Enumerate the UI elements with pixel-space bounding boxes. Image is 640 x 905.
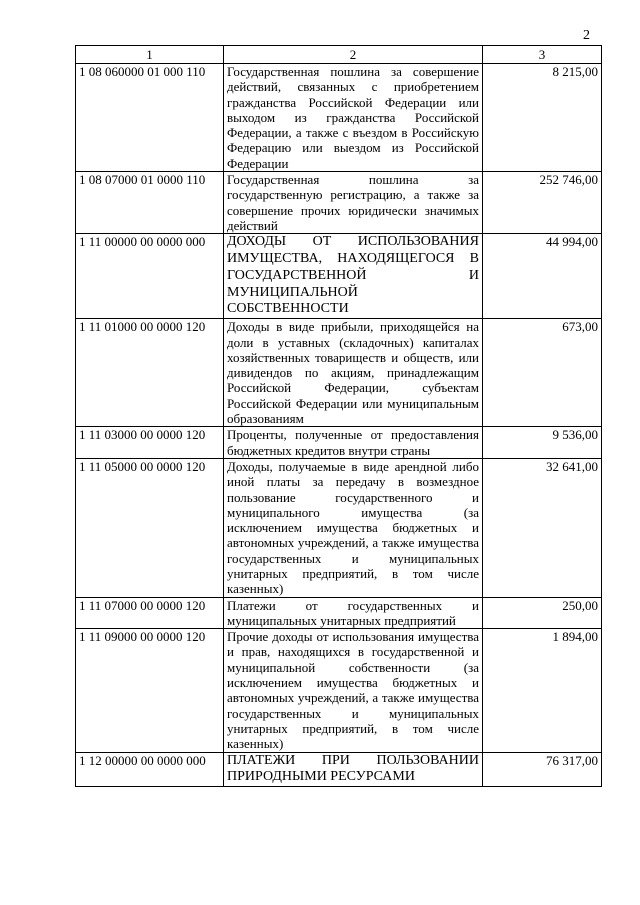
revenue-code: 1 11 07000 00 0000 120 bbox=[76, 597, 224, 629]
revenue-code: 1 11 05000 00 0000 120 bbox=[76, 458, 224, 597]
revenue-amount: 250,00 bbox=[483, 597, 602, 629]
revenue-code: 1 08 060000 01 000 110 bbox=[76, 64, 224, 172]
revenue-name: Государственная пошлина за совершение действий, связанных с приобретением гражданства Российской Федерации или выходом из гражданства Российской Федерации, а также с въездом в Российскую Федерацию или выездом из Российской Федерации bbox=[224, 64, 483, 172]
table-row bbox=[76, 319, 602, 427]
revenue-code: 1 12 00000 00 0000 000 bbox=[76, 752, 224, 787]
header-column-1: 1 bbox=[76, 46, 224, 64]
table-row bbox=[76, 458, 602, 597]
table-row bbox=[76, 172, 602, 234]
header-column-3: 3 bbox=[483, 46, 602, 64]
revenue-name: Прочие доходы от использования имущества и прав, находящихся в государственной и муниципальной собственности (за исключением имущества бюджетных и автономных учреждений, а также имущества государственных и муниципальных унитарных предприятий, в том числе казенных) bbox=[224, 629, 483, 752]
revenue-amount: 1 894,00 bbox=[483, 629, 602, 752]
revenue-code: 1 08 07000 01 0000 110 bbox=[76, 172, 224, 234]
revenue-name: Государственная пошлина за государственную регистрацию, а также за совершение прочих юридически значимых действий bbox=[224, 172, 483, 234]
table-row bbox=[76, 597, 602, 629]
revenue-amount: 44 994,00 bbox=[483, 234, 602, 319]
table-row bbox=[76, 427, 602, 459]
table-row bbox=[76, 64, 602, 172]
revenue-name: Проценты, полученные от предоставления бюджетных кредитов внутри страны bbox=[224, 427, 483, 459]
revenue-name: Доходы, получаемые в виде арендной либо иной платы за передачу в возмездное пользование государственного и муниципального имущества (за исключением имущества бюджетных и автономных учреждений, а также имущества государственных и муниципальных унитарных предприятий, в том числе казенных) bbox=[224, 458, 483, 597]
table-row bbox=[76, 234, 602, 319]
header-column-2: 2 bbox=[224, 46, 483, 64]
revenue-amount: 76 317,00 bbox=[483, 752, 602, 787]
revenue-name: Доходы в виде прибыли, приходящейся на доли в уставных (складочных) капиталах хозяйственных товариществ и обществ, или дивидендов по акциям, принадлежащим Российской Федерации, субъектам Российской Федерации или муниципальным образованиям bbox=[224, 319, 483, 427]
budget-revenue-table bbox=[75, 45, 602, 787]
revenue-amount: 8 215,00 bbox=[483, 64, 602, 172]
revenue-amount: 252 746,00 bbox=[483, 172, 602, 234]
revenue-amount: 673,00 bbox=[483, 319, 602, 427]
revenue-name: Платежи от государственных и муниципальных унитарных предприятий bbox=[224, 597, 483, 629]
revenue-code: 1 11 01000 00 0000 120 bbox=[76, 319, 224, 427]
table-row bbox=[76, 752, 602, 787]
revenue-code: 1 11 03000 00 0000 120 bbox=[76, 427, 224, 459]
page-number: 2 bbox=[583, 28, 590, 43]
revenue-code: 1 11 09000 00 0000 120 bbox=[76, 629, 224, 752]
revenue-name: ДОХОДЫ ОТ ИСПОЛЬЗОВАНИЯ ИМУЩЕСТВА, НАХОДЯЩЕГОСЯ В ГОСУДАРСТВЕННОЙ И МУНИЦИПАЛЬНОЙ СОБСТВЕННОСТИ bbox=[224, 234, 483, 319]
revenue-amount: 9 536,00 bbox=[483, 427, 602, 459]
header-row bbox=[76, 46, 602, 64]
revenue-code: 1 11 00000 00 0000 000 bbox=[76, 234, 224, 319]
revenue-name: ПЛАТЕЖИ ПРИ ПОЛЬЗОВАНИИ ПРИРОДНЫМИ РЕСУРСАМИ bbox=[224, 752, 483, 787]
table-row bbox=[76, 629, 602, 752]
revenue-amount: 32 641,00 bbox=[483, 458, 602, 597]
